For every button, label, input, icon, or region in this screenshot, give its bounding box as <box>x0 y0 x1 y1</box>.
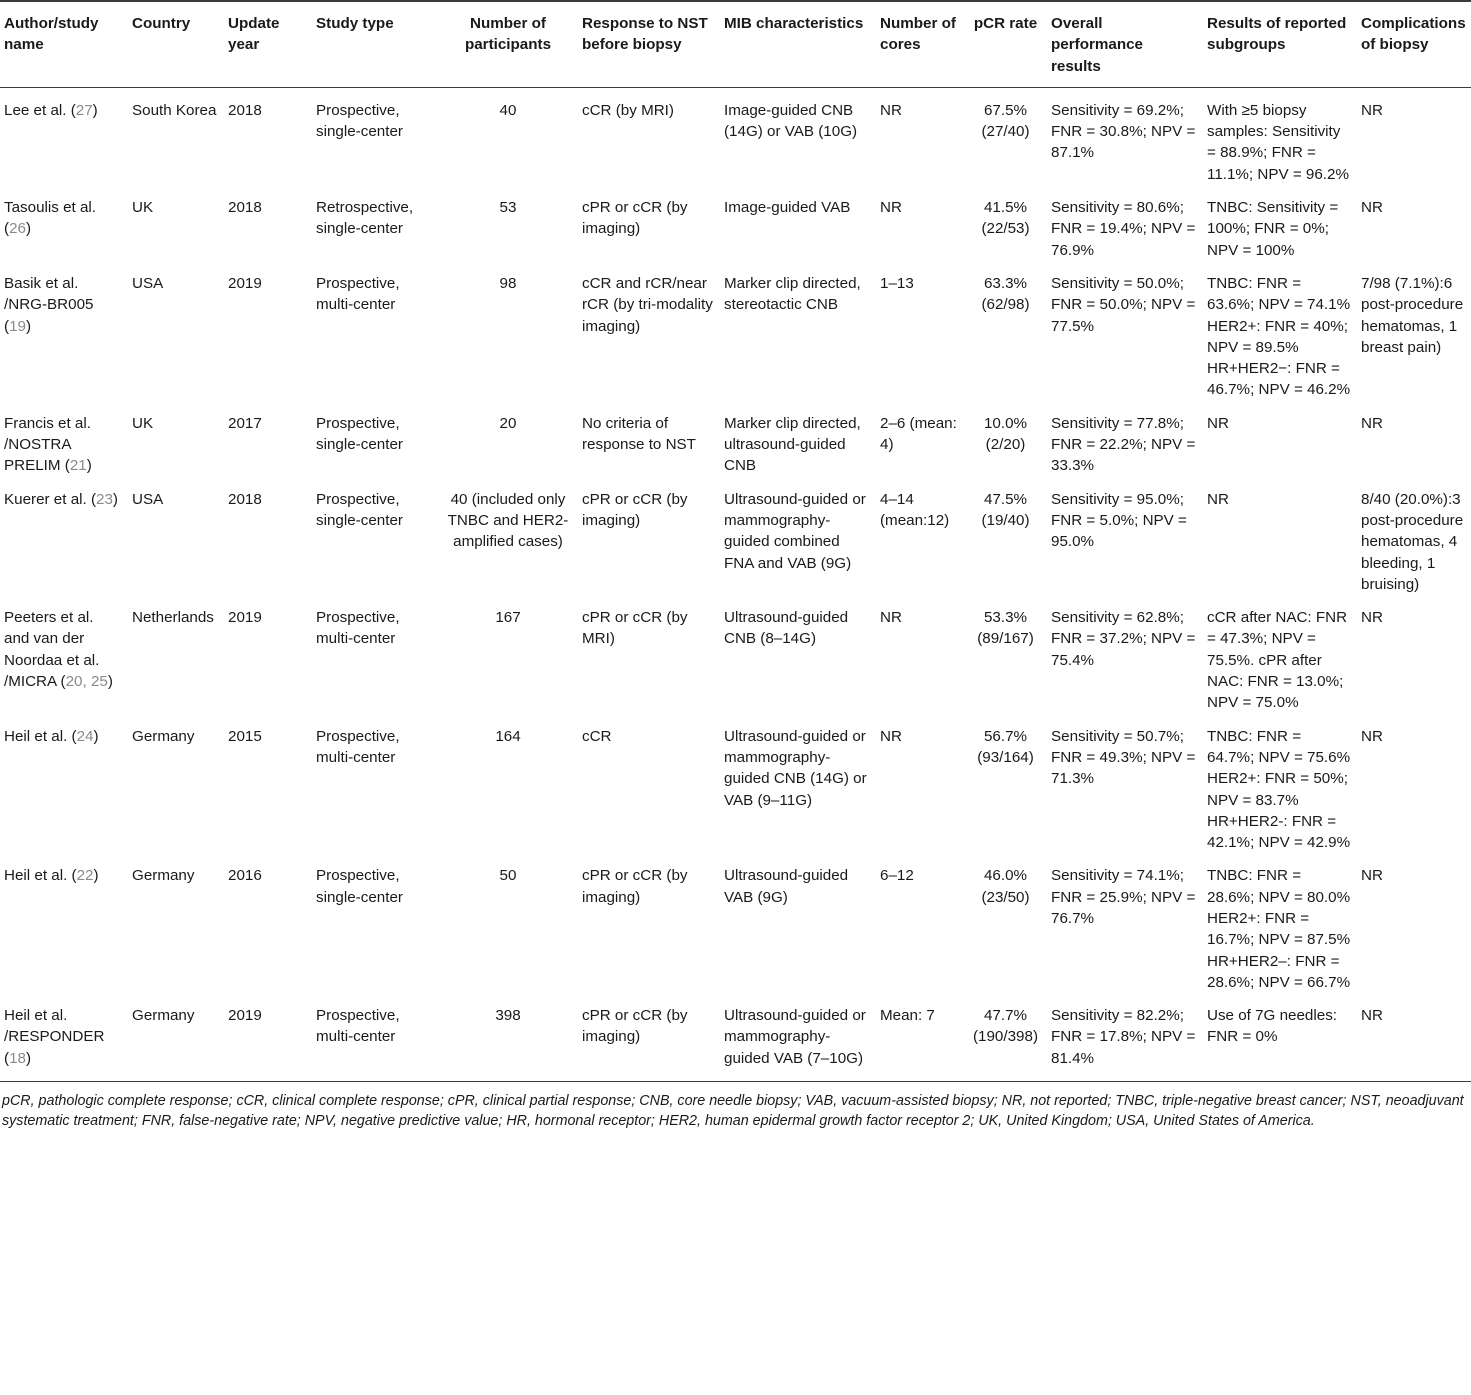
complications-cell: NR <box>1361 609 1383 627</box>
mib-cell: Image-guided CNB (14G) or VAB (10G) <box>724 101 858 141</box>
author-text: Lee et al. ( <box>4 101 76 119</box>
header-country: Country <box>132 15 191 32</box>
country-cell: UK <box>132 199 154 217</box>
header-response: Response to NST before biopsy <box>582 15 708 54</box>
participants-cell: 50 <box>499 867 517 885</box>
subgroups-cell: Use of 7G needles: FNR = 0% <box>1207 1007 1338 1046</box>
cores-cell: 2–6 (mean: 4) <box>880 414 957 454</box>
reference-link[interactable]: 18 <box>9 1049 26 1067</box>
table-row <box>0 853 1471 993</box>
overall-cell: Sensitivity = 50.7%; FNR = 49.3%; NPV = 71.3% <box>1051 727 1196 788</box>
country-cell: USA <box>132 274 164 292</box>
header-pcr-rate: pCR rate <box>973 15 1038 32</box>
complications-cell: NR <box>1361 867 1383 885</box>
header-year: Update year <box>228 15 280 54</box>
participants-cell: 40 (included only TNBC and HER2-amplified cases) <box>447 490 569 551</box>
mib-cell: Marker clip directed, stereotactic CNB <box>724 274 861 314</box>
author-text: Tasoulis et al. ( <box>4 199 97 238</box>
participants-cell: 164 <box>495 727 521 745</box>
author-text: Francis et al. /NOSTRA PRELIM ( <box>4 414 91 475</box>
table-row <box>0 401 1471 477</box>
year-cell: 2019 <box>228 1007 262 1025</box>
table-body <box>0 87 1471 1081</box>
complications-cell: NR <box>1361 101 1383 119</box>
cores-cell: NR <box>880 101 902 119</box>
reference-link[interactable]: 26 <box>9 220 26 238</box>
study-type-cell: Prospective, single-center <box>316 414 403 454</box>
participants-cell: 40 <box>499 101 517 119</box>
author-text-end: ) <box>107 673 113 691</box>
complications-cell: 8/40 (20.0%):3 post-procedure hematomas, 4 bleeding, 1 bruising) <box>1361 490 1464 593</box>
pcr-rate-cell: 53.3% (89/167) <box>977 609 1034 648</box>
year-cell: 2017 <box>228 414 262 432</box>
cores-cell: NR <box>880 199 902 217</box>
overall-cell: Sensitivity = 74.1%; FNR = 25.9%; NPV = 76.7% <box>1051 867 1196 927</box>
reference-link[interactable]: 22 <box>76 867 94 885</box>
country-cell: South Korea <box>132 101 217 119</box>
study-type-cell: Prospective, single-center <box>316 490 403 529</box>
table-row <box>0 261 1471 401</box>
author-text: Heil et al. ( <box>4 867 77 885</box>
author-text-end: ) <box>112 490 118 508</box>
complications-cell: NR <box>1361 1007 1383 1025</box>
complications-cell: NR <box>1361 199 1383 217</box>
header-complications: Complications of biopsy <box>1361 15 1466 54</box>
reference-link[interactable]: 24 <box>76 727 94 745</box>
response-cell: cPR or cCR (by imaging) <box>582 867 688 906</box>
cores-cell: NR <box>880 609 902 627</box>
response-cell: cPR or cCR (by MRI) <box>582 609 688 648</box>
overall-cell: Sensitivity = 82.2%; FNR = 17.8%; NPV = 81.4% <box>1051 1007 1196 1067</box>
subgroups-cell: NR <box>1207 490 1229 508</box>
author-cell <box>0 595 128 713</box>
pcr-rate-cell: 63.3% (62/98) <box>981 274 1030 314</box>
author-text: Peeters et al. and van der Noordaa et al. /MICRA ( <box>4 609 100 691</box>
author-text: Heil et al. /RESPONDER ( <box>4 1007 105 1067</box>
author-text: Heil et al. ( <box>4 727 77 745</box>
cores-cell: NR <box>880 727 902 745</box>
response-cell: cPR or cCR (by imaging) <box>582 1007 688 1046</box>
author-text: Basik et al. /NRG-BR005 ( <box>4 274 94 335</box>
participants-cell: 167 <box>495 609 521 627</box>
subgroups-cell: With ≥5 biopsy samples: Sensitivity = 88.9%; FNR = 11.1%; NPV = 96.2% <box>1207 101 1349 183</box>
study-type-cell: Prospective, multi-center <box>316 727 400 766</box>
author-text-end: ) <box>92 101 98 119</box>
table-row <box>0 993 1471 1081</box>
subgroups-cell: TNBC: FNR = 28.6%; NPV = 80.0% HER2+: FNR = 16.7%; NPV = 87.5% HR+HER2–: FNR = 28.6%; NPV = 66.7% <box>1207 867 1351 991</box>
country-cell: Netherlands <box>132 609 214 627</box>
author-cell <box>0 401 128 477</box>
table-row <box>0 714 1471 854</box>
table-row <box>0 477 1471 595</box>
response-cell: No criteria of response to NST <box>582 414 696 454</box>
complications-cell: NR <box>1361 727 1383 745</box>
cores-cell: 1–13 <box>880 274 914 292</box>
subgroups-cell: TNBC: Sensitivity = 100%; FNR = 0%; NPV = 100% <box>1207 199 1339 259</box>
header-study-type: Study type <box>316 15 394 32</box>
study-type-cell: Prospective, multi-center <box>316 274 400 314</box>
mib-cell: Marker clip directed, ultrasound-guided CNB <box>724 414 861 475</box>
year-cell: 2018 <box>228 490 262 508</box>
study-type-cell: Retrospective, single-center <box>316 199 414 238</box>
overall-cell: Sensitivity = 77.8%; FNR = 22.2%; NPV = 33.3% <box>1051 414 1196 475</box>
author-text-end: ) <box>93 867 99 885</box>
subgroups-cell: TNBC: FNR = 63.6%; NPV = 74.1% HER2+: FNR = 40%; NPV = 89.5% HR+HER2−: FNR = 46.7%; NPV = 46.2% <box>1207 274 1351 399</box>
table-row <box>0 185 1471 261</box>
study-type-cell: Prospective, multi-center <box>316 609 400 648</box>
participants-cell: 98 <box>499 274 517 292</box>
mib-cell: Ultrasound-guided or mammography-guided combined FNA and VAB (9G) <box>724 490 866 572</box>
response-cell: cPR or cCR (by imaging) <box>582 490 688 529</box>
cores-cell: Mean: 7 <box>880 1007 935 1025</box>
complications-cell: NR <box>1361 414 1383 432</box>
country-cell: USA <box>132 490 164 508</box>
country-cell: Germany <box>132 867 195 885</box>
author-text-end: ) <box>93 727 99 745</box>
author-cell <box>0 993 128 1081</box>
table-row <box>0 595 1471 713</box>
header-author: Author/study name <box>4 15 99 54</box>
overall-cell: Sensitivity = 69.2%; FNR = 30.8%; NPV = 87.1% <box>1051 101 1196 162</box>
overall-cell: Sensitivity = 80.6%; FNR = 19.4%; NPV = 76.9% <box>1051 199 1196 259</box>
author-text-end: ) <box>25 220 32 238</box>
participants-cell: 20 <box>499 414 517 432</box>
country-cell: UK <box>132 414 154 432</box>
year-cell: 2016 <box>228 867 262 885</box>
mib-cell: Ultrasound-guided CNB (8–14G) <box>724 609 849 648</box>
header-cores: Number of cores <box>880 15 956 54</box>
study-type-cell: Prospective, single-center <box>316 101 403 141</box>
subgroups-cell: cCR after NAC: FNR = 47.3%; NPV = 75.5%. cPR after NAC: FNR = 13.0%; NPV = 75.0% <box>1207 609 1348 712</box>
year-cell: 2019 <box>228 274 262 292</box>
study-type-cell: Prospective, single-center <box>316 867 403 906</box>
pcr-rate-cell: 41.5% (22/53) <box>981 199 1030 238</box>
reference-link[interactable]: 20, 25 <box>65 673 108 691</box>
subgroups-cell: NR <box>1207 414 1229 432</box>
author-text-end: ) <box>25 1049 32 1067</box>
table-row <box>0 87 1471 185</box>
author-cell <box>0 853 128 993</box>
response-cell: cCR <box>582 727 612 745</box>
author-cell <box>0 714 128 854</box>
header-participants: Number of participants <box>464 15 552 54</box>
table-footnote: pCR, pathologic complete response; cCR, clinical complete response; cPR, clinical partial response; CNB, core needle biopsy; VAB, vacuum-assisted biopsy; NR, not reported; TNBC, triple-negative breast cancer; NST, neoadjuvant systematic treatment; FNR, false-negative rate; NPV, negative predictive value; HR, hormonal receptor; HER2, human epidermal growth factor receptor 2; UK, United Kingdom; USA, United States of America. <box>2 1093 1464 1129</box>
reference-link[interactable]: 19 <box>9 317 26 335</box>
country-cell: Germany <box>132 1007 195 1025</box>
response-cell: cCR (by MRI) <box>582 101 674 119</box>
author-cell <box>0 87 128 185</box>
author-text-end: ) <box>86 457 92 475</box>
mib-cell: Ultrasound-guided VAB (9G) <box>724 867 849 906</box>
overall-cell: Sensitivity = 95.0%; FNR = 5.0%; NPV = 95.0% <box>1051 490 1187 551</box>
cores-cell: 6–12 <box>880 867 914 885</box>
pcr-rate-cell: 56.7% (93/164) <box>977 727 1034 766</box>
response-cell: cPR or cCR (by imaging) <box>582 199 688 238</box>
header-overall: Overall performance results <box>1051 15 1144 75</box>
participants-cell: 53 <box>499 199 517 217</box>
participants-cell: 398 <box>495 1007 521 1025</box>
year-cell: 2015 <box>228 727 262 745</box>
year-cell: 2018 <box>228 101 262 119</box>
header-mib: MIB characteristics <box>724 15 864 32</box>
author-text-end: ) <box>25 317 32 335</box>
subgroups-cell: TNBC: FNR = 64.7%; NPV = 75.6% HER2+: FNR = 50%; NPV = 83.7% HR+HER2-: FNR = 42.1%; NPV = 42.9% <box>1207 727 1351 852</box>
mib-cell: Ultrasound-guided or mammography-guided CNB (14G) or VAB (9–11G) <box>724 727 867 809</box>
reference-link[interactable]: 21 <box>69 457 87 475</box>
pcr-rate-cell: 10.0% (2/20) <box>983 414 1028 454</box>
header-row <box>0 1 1471 87</box>
reference-link[interactable]: 27 <box>75 101 93 119</box>
mib-cell: Ultrasound-guided or mammography-guided VAB (7–10G) <box>724 1007 866 1067</box>
study-type-cell: Prospective, multi-center <box>316 1007 400 1046</box>
cores-cell: 4–14 (mean:12) <box>880 490 950 529</box>
pcr-rate-cell: 47.7% (190/398) <box>972 1007 1038 1046</box>
author-text: Kuerer et al. ( <box>4 490 97 508</box>
overall-cell: Sensitivity = 50.0%; FNR = 50.0%; NPV = 77.5% <box>1051 274 1196 335</box>
author-cell <box>0 185 128 261</box>
mib-cell: Image-guided VAB <box>724 199 851 217</box>
reference-link[interactable]: 23 <box>96 490 113 508</box>
pcr-rate-cell: 67.5% (27/40) <box>981 101 1030 141</box>
year-cell: 2018 <box>228 199 262 217</box>
pcr-rate-cell: 46.0% (23/50) <box>981 867 1030 906</box>
response-cell: cCR and rCR/near rCR (by tri-modality imaging) <box>582 274 713 335</box>
complications-cell: 7/98 (7.1%):6 post-procedure hematomas, 1 breast pain) <box>1361 274 1464 356</box>
year-cell: 2019 <box>228 609 262 627</box>
author-cell <box>0 261 128 401</box>
pcr-rate-cell: 47.5% (19/40) <box>981 490 1030 529</box>
author-cell <box>0 477 128 595</box>
country-cell: Germany <box>132 727 195 745</box>
header-subgroups: Results of reported subgroups <box>1207 15 1347 54</box>
overall-cell: Sensitivity = 62.8%; FNR = 37.2%; NPV = 75.4% <box>1051 609 1196 669</box>
